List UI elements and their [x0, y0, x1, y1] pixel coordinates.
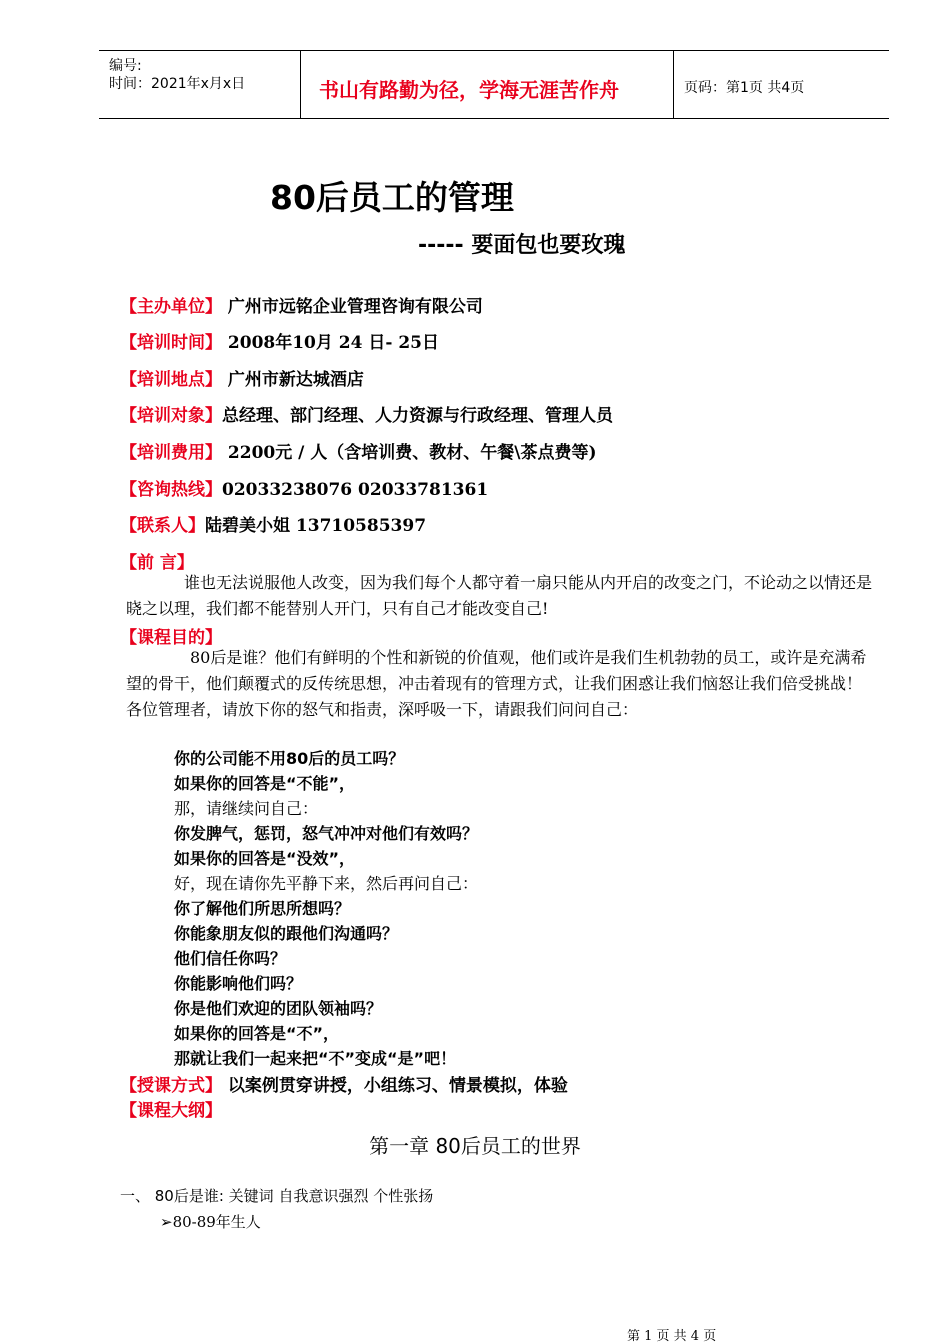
question-line: 如果你的回答是“不能”， — [174, 774, 356, 793]
question-line: 你是他们欢迎的团队领袖吗？ — [174, 999, 383, 1018]
info-value: 陆碧美小姐 13710585397 — [205, 516, 427, 536]
info-value: 2008年10月 24 日- 25日 — [222, 333, 440, 353]
info-contact — [120, 511, 426, 536]
info-organizer — [120, 292, 483, 317]
motto: 书山有路勤为径，学海无涯苦作舟 — [319, 78, 619, 102]
question-line: 你能影响他们吗？ — [174, 974, 303, 993]
question-line: 那就让我们一起来把“不”变成“是”吧！ — [174, 1049, 457, 1068]
info-label: 【培训地点】 — [120, 370, 222, 390]
info-label: 【咨询热线】 — [120, 480, 222, 500]
method-value: 以案例贯穿讲授，小组练习、情景模拟，体验 — [222, 1076, 568, 1096]
section-label: 【课程大纲】 — [120, 1101, 222, 1121]
question-line: 好，现在请你先平静下来，然后再问自己： — [174, 874, 479, 893]
question-line: 如果你的回答是“不”， — [174, 1024, 340, 1043]
question-line: 你了解他们所思所想吗？ — [174, 899, 351, 918]
info-fee — [120, 438, 597, 463]
method-line — [120, 1071, 568, 1096]
info-value: 02033238076 02033781361 — [222, 480, 489, 500]
info-value: 广州市远铭企业管理咨询有限公司 — [222, 297, 483, 317]
info-hotline — [120, 475, 488, 500]
outline-heading — [120, 1096, 222, 1121]
document-subtitle: ----- 要面包也要玫瑰 — [418, 233, 626, 258]
info-value: 广州市新达城酒店 — [222, 370, 364, 390]
question-line: 你能象朋友似的跟他们沟通吗？ — [174, 924, 399, 943]
section-label: 【前 言】 — [120, 553, 194, 573]
header-motto-cell — [301, 51, 674, 118]
page-footer: 第 1 页 共 4 页 — [627, 1329, 717, 1344]
info-label: 【培训对象】 — [120, 406, 222, 426]
preface-text: 谁也无法说服他人改变，因为我们每个人都守着一扇只能从内开启的改变之门，不论动之以情还是晓之以理，我们都不能替别人开门，只有自己才能改变自己! — [126, 573, 873, 618]
info-label: 【培训时间】 — [120, 333, 222, 353]
info-label: 【联系人】 — [120, 516, 205, 536]
purpose-text: 80后是谁？他们有鲜明的个性和新锐的价值观，他们或许是我们生机勃勃的员工，或许是充满希望的骨干，他们颠覆式的反传统思想，冲击着现有的管理方式，让我们困惑让我们恼怒让我们倍受挑战！各位管理者，请放下你的怒气和指责，深呼吸一下，请跟我们问问自己： — [126, 648, 867, 719]
time-label: 时间：2021年x月x日 — [109, 76, 246, 92]
info-label: 【培训费用】 — [120, 443, 222, 463]
page-info: 页码：第1页 共4页 — [684, 80, 805, 96]
info-value: 2200元 / 人（含培训费、教材、午餐\茶点费等) — [222, 443, 597, 463]
question-line: 你发脾气，惩罚，怒气冲冲对他们有效吗？ — [174, 824, 479, 843]
question-line: 如果你的回答是“没效”， — [174, 849, 356, 868]
section-label: 【课程目的】 — [120, 628, 222, 648]
document-header — [99, 50, 889, 119]
outline-item: 一、 80后是谁: 关键词 自我意识强烈 个性张扬 — [120, 1187, 434, 1205]
info-date — [120, 328, 439, 353]
info-audience — [120, 401, 613, 426]
document-title: 80后员工的管理 — [270, 178, 514, 217]
info-value: 总经理、部门经理、人力资源与行政经理、管理人员 — [222, 406, 613, 426]
question-line: 你的公司能不用80后的员工吗？ — [174, 749, 405, 768]
chapter-title: 第一章 80后员工的世界 — [369, 1134, 581, 1158]
header-info-cell — [99, 51, 301, 118]
section-label: 【授课方式】 — [120, 1076, 222, 1096]
info-label: 【主办单位】 — [120, 297, 222, 317]
bullet-item: ➢80-89年生人 — [160, 1213, 261, 1231]
question-line: 他们信任你吗？ — [174, 949, 287, 968]
serial-label: 编号: — [109, 58, 142, 74]
header-page-cell — [674, 51, 889, 118]
info-location — [120, 365, 364, 390]
question-line: 那，请继续问自己： — [174, 799, 319, 818]
